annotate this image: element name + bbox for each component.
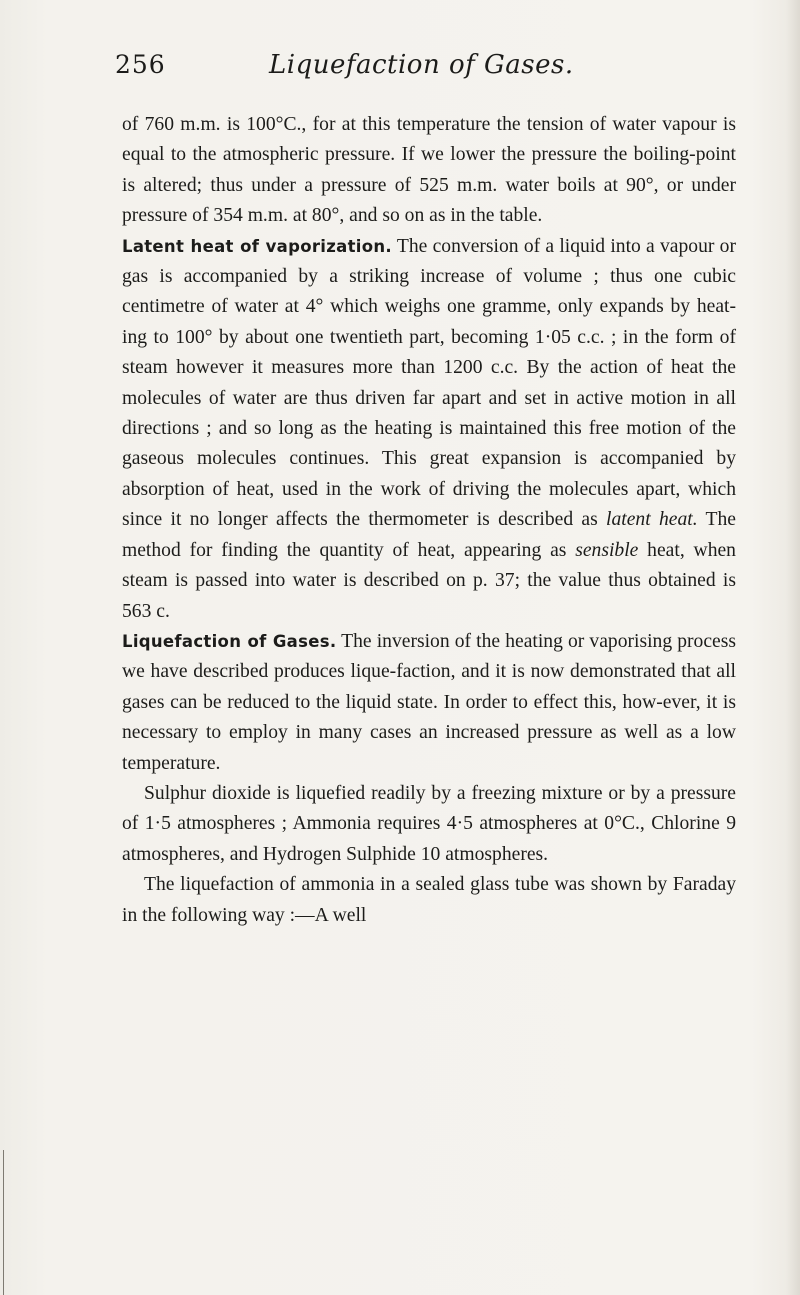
paragraph-faraday: The liquefaction of ammonia in a sealed glass tube was shown by Faraday in the following way :—A well	[122, 874, 736, 926]
paragraph-boiling-point: of 760 m.m. is 100°C., for at this temperature the tension of water vapour is equal to the atmospheric pressure. If we lower the pressure the boiling-point is altered; thus under a pressure of 525 m.m. water boils at 90°, or under pressure of 354 m.m. at 80°, and so on as in the table.	[122, 114, 736, 227]
page-header	[115, 50, 735, 90]
paragraph-liquefaction	[122, 627, 736, 779]
paragraph-text: The method for finding the quantity of heat, appearing as	[122, 509, 736, 561]
paragraph-text: The conversion of a liquid into a vapour or gas is accompanied by a striking increase of volume ; thus one cubic centimetre of water at 4° which weighs one gramme, only expands by heat-ing to 100° by about one twentieth part, becoming 1·05 c.c. ; in the form of steam however it measures more than 1200 c.c. By the action of heat the molecules of water are thus driven far apart and set in active motion in all directions ; and so long as the heating is maintained this free motion of the gaseous molecules continues. This great expansion is accompanied by absorption of heat, used in the work of driving the molecules apart, which since it no longer affects the thermometer is described as	[122, 235, 736, 531]
paragraph-pressures: Sulphur dioxide is liquefied readily by a freezing mixture or by a pressure of 1·5 atmospheres ; Ammonia requires 4·5 atmospheres at 0°C., Chlorine 9 atmospheres, and Hydrogen Sulphide 10 atmospheres.	[122, 782, 736, 865]
italic-term-latent-heat: latent heat.	[606, 509, 698, 531]
section-heading-liquefaction: Liquefaction of Gases.	[122, 631, 337, 651]
section-heading-latent-heat: Latent heat of vaporization.	[122, 236, 392, 256]
page-number: 256	[115, 50, 166, 79]
paragraph-latent-heat	[122, 232, 736, 627]
running-title: Liquefaction of Gases.	[269, 50, 574, 80]
paragraph-text: The inversion of the heating or vaporising process we have described produces lique-faction, and it is now demonstrated that all gases can be reduced to the liquid state. In order to effect this, how-ever, it is necessary to employ in many cases an increased pressure as well as a low temperature.	[122, 630, 736, 774]
paragraph-text: heat, when steam is passed into water is described on p. 37; the value thus obtained is 563 c.	[122, 539, 736, 622]
page-edge-shadow	[786, 0, 800, 1295]
italic-term-sensible: sensible	[575, 539, 639, 561]
binding-edge-line	[3, 1150, 4, 1295]
body-text	[122, 110, 736, 931]
